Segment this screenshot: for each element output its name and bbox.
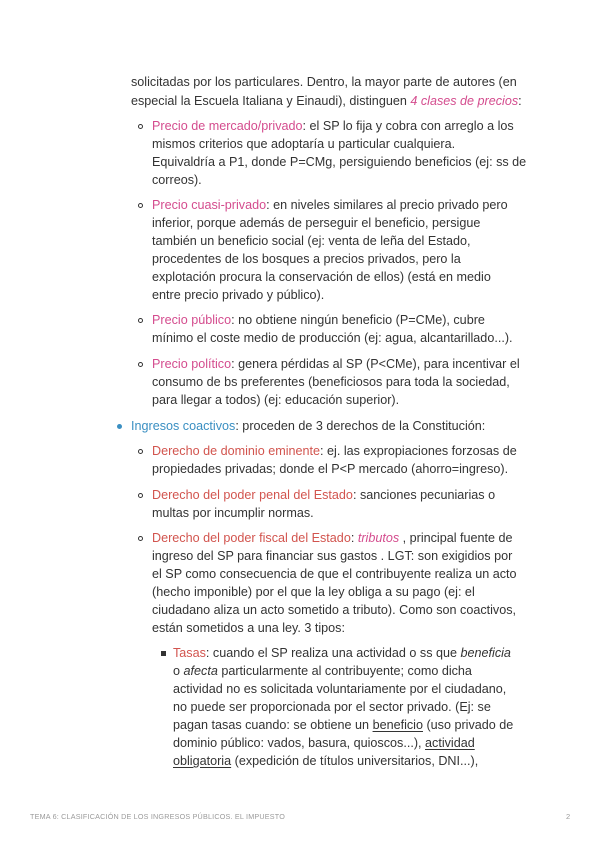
tasas-line-3: actividad no es solicitada voluntariamente por el ciudadano,: [173, 682, 507, 696]
intro-line-1: solicitadas por los particulares. Dentro, la mayor parte de autores (en: [131, 75, 517, 89]
precio-politico-line-2: consumo de bs preferentes (beneficiosos para toda la sociedad,: [152, 375, 510, 389]
precio-cuasi-item: Precio cuasi-privado: en niveles similares al precio privado pero: [152, 198, 508, 212]
circle-bullet-icon: [138, 124, 143, 129]
precio-publico-item: Precio público: no obtiene ningún beneficio (P=CMe), cubre: [152, 313, 485, 327]
circle-bullet-icon: [138, 493, 143, 498]
dominio-eminente-line-2: propiedades privadas; donde el P<P mercado (ahorro=ingreso).: [152, 462, 509, 476]
poder-fiscal-line-5: ciudadano aliza un acto sometido a tributo). Como son coactivos,: [152, 603, 517, 617]
precio-mercado-line-3: Equivaldría a P1, donde P=CMg, persiguiendo beneficios (ej: ss de: [152, 155, 527, 169]
poder-fiscal-line-4: (hecho imponible) por el que la ley obliga a su pago (ej: el: [152, 585, 475, 599]
poder-fiscal-line-2: ingreso del SP para financiar sus gastos . LGT: son exigidios por: [152, 549, 513, 563]
precio-cuasi-line-2: inferior, porque además de perseguir el beneficio, persigue: [152, 216, 481, 230]
precio-cuasi-line-3: también un beneficio social (ej: venta de leña del Estado,: [152, 234, 471, 248]
circle-bullet-icon: [138, 449, 143, 454]
poder-fiscal-line-3: el SP como consecuencia de que el contribuyente realiza un acto: [152, 567, 517, 581]
poder-fiscal-term: Derecho del poder fiscal del Estado: [152, 531, 351, 545]
poder-penal-term: Derecho del poder penal del Estado: [152, 488, 353, 502]
actividad-underlined: actividad: [425, 736, 475, 750]
ingresos-coactivos-term: Ingresos coactivos: [131, 419, 236, 433]
precio-mercado-line-2: mismos criterios que adoptaría u particular cualquiera.: [152, 137, 456, 151]
tasas-line-6: dominio público: vados, basura, quioscos...), actividad: [173, 736, 475, 750]
precio-politico-line-3: para llegar a todos) (ej: educación superior).: [152, 393, 400, 407]
poder-penal-line-2: multas por incumplir normas.: [152, 506, 314, 520]
tasas-item: Tasas: cuando el SP realiza una actividad o ss que beneficia: [173, 646, 511, 660]
precio-cuasi-term: Precio cuasi-privado: [152, 198, 267, 212]
precio-mercado-term: Precio de mercado/privado: [152, 119, 303, 133]
beneficio-underlined: beneficio: [372, 718, 423, 732]
precio-cuasi-line-6: entre precio privado y público).: [152, 288, 325, 302]
precio-politico-term: Precio político: [152, 357, 232, 371]
precio-mercado-line-4: correos).: [152, 173, 202, 187]
precio-cuasi-line-4: procedentes de los bosques a precios privados, pero la: [152, 252, 461, 266]
tasas-line-5: pagan tasas cuando: se obtiene un beneficio (uso privado de: [173, 718, 514, 732]
poder-fiscal-line-6: están sometidos a una ley. 3 tipos:: [152, 621, 345, 635]
poder-penal-item: Derecho del poder penal del Estado: sanciones pecuniarias o: [152, 488, 496, 502]
precio-publico-term: Precio público: [152, 313, 232, 327]
poder-fiscal-item: Derecho del poder fiscal del Estado: tributos , principal fuente de: [152, 531, 513, 545]
ingresos-coactivos-item: Ingresos coactivos: proceden de 3 derechos de la Constitución:: [131, 419, 486, 433]
intro-line-2: especial la Escuela Italiana y Einaudi), distinguen 4 clases de precios:: [131, 94, 522, 108]
clases-precios-term: 4 clases de precios: [410, 94, 519, 108]
circle-bullet-icon: [138, 536, 143, 541]
circle-bullet-icon: [138, 362, 143, 367]
circle-bullet-icon: [138, 318, 143, 323]
precio-cuasi-line-5: explotación procura la conservación de ellos) (está en medio: [152, 270, 491, 284]
obligatoria-underlined: obligatoria: [173, 754, 232, 768]
tasas-line-2: o afecta particularmente al contribuyente; como dicha: [173, 664, 472, 678]
disc-bullet-icon: [117, 424, 122, 429]
precio-publico-line-2: mínimo el coste medio de producción (ej: agua, alcantarillado...).: [152, 331, 513, 345]
dominio-eminente-item: Derecho de dominio eminente: ej. las expropiaciones forzosas de: [152, 444, 517, 458]
precio-mercado-item: Precio de mercado/privado: el SP lo fija y cobra con arreglo a los: [152, 119, 514, 133]
precio-politico-item: Precio político: genera pérdidas al SP (P<CMe), para incentivar el: [152, 357, 520, 371]
tasas-line-7: obligatoria (expedición de títulos universitarios, DNI...),: [173, 754, 479, 768]
footer-title: TEMA 6: CLASIFICACIÓN DE LOS INGRESOS PÚBLICOS. EL IMPUESTO: [30, 812, 286, 821]
circle-bullet-icon: [138, 203, 143, 208]
tributos-term: tributos: [357, 531, 400, 545]
tasas-line-4: no puede ser proporcionada por el sector privado. (Ej: se: [173, 700, 491, 714]
dominio-eminente-term: Derecho de dominio eminente: [152, 444, 321, 458]
page-number: 2: [566, 812, 571, 821]
square-bullet-icon: [161, 651, 166, 656]
tasas-term: Tasas: [173, 646, 206, 660]
